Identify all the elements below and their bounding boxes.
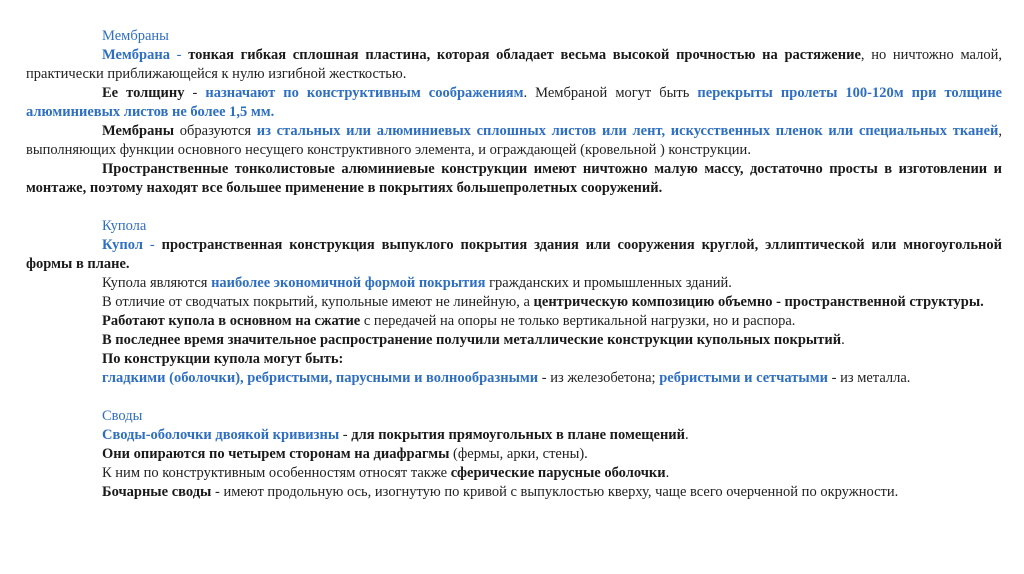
bold-text: Бочарные своды — [102, 484, 212, 500]
bold-text: центрическую композицию объемно - пространственной структуры. — [533, 294, 984, 310]
section-vaults — [26, 407, 1002, 502]
highlight-text: ребристыми и сетчатыми — [659, 370, 828, 386]
bold-text: Они опираются по четырем сторонам на диафрагмы — [102, 446, 450, 462]
bold-text: для покрытия прямоугольных в плане помещений — [351, 427, 686, 443]
dash: - — [184, 85, 206, 101]
plain-text: , но ничтожно малой, практически приближающейся к нулю изгибной жесткостью. — [26, 47, 1002, 82]
plain-text: - из железобетона; — [538, 370, 660, 386]
definition-text: пространственная конструкция выпуклого покрытия здания или сооружения круглой, эллиптической или многоугольной формы в плане. — [26, 237, 1002, 272]
bold-text: Ее толщину — [102, 85, 185, 101]
highlight-text: гладкими (оболочки), ребристыми, парусными и волнообразными — [102, 370, 539, 386]
paragraph-vault-spherical — [26, 464, 1002, 483]
bold-text: Мембраны — [102, 123, 175, 139]
plain-text: - из металла. — [828, 370, 911, 386]
section-title-domes: Купола — [102, 218, 147, 234]
plain-text: с передачей на опоры не только вертикальной нагрузки, но и распора. — [360, 313, 796, 329]
paragraph-dome-composition — [26, 293, 1002, 312]
paragraph-dome-economy — [26, 274, 1002, 293]
highlight-text: наиболее экономичной формой покрытия — [211, 275, 486, 291]
section-title-vaults: Своды — [102, 408, 143, 424]
bold-text: Работают купола в основном на сжатие — [102, 313, 361, 329]
paragraph-dome-types-intro — [26, 350, 1002, 369]
paragraph-vault-supports — [26, 445, 1002, 464]
term-dome: Купол — [102, 237, 143, 253]
bold-text: По конструкции купола могут быть: — [102, 351, 344, 367]
plain-text: , выполняющих функции основного несущего конструктивного элемента, и ограждающей (кровельной ) конструкции. — [26, 123, 1002, 158]
paragraph-vault-barrel — [26, 483, 1002, 502]
paragraph-membrane-aluminium — [26, 160, 1002, 198]
dash: - — [169, 47, 189, 63]
plain-text: образуются — [174, 123, 257, 139]
plain-text: (фермы, арки, стены). — [449, 446, 588, 462]
paragraph-vault-shells — [26, 426, 1002, 445]
dash: - — [142, 237, 162, 253]
plain-text: . Мембраной могут быть — [523, 85, 698, 101]
document-body — [26, 27, 1002, 521]
bold-text: Пространственные тонколистовые алюминиевые конструкции имеют ничтожно малую массу, достаточно просты в изготовлении и монтаже, поэтому находят все большее применение в покрытиях большепролетных сооружений. — [26, 161, 1002, 196]
paragraph-dome-definition — [26, 236, 1002, 274]
paragraph-membrane-materials — [26, 122, 1002, 160]
plain-text: - имеют продольную ось, изогнутую по кривой с выпуклостью кверху, чаще всего очерченной по окружности. — [211, 484, 899, 500]
plain-text: Купола являются — [102, 275, 212, 291]
definition-text: тонкая гибкая сплошная пластина, которая обладает весьма высокой прочностью на растяжение — [188, 47, 861, 63]
paragraph-dome-types — [26, 369, 1002, 388]
highlight-text: назначают по конструктивным соображениям — [205, 85, 524, 101]
plain-text: гражданских и промышленных зданий. — [485, 275, 732, 291]
plain-text: В отличие от сводчатых покрытий, купольные имеют не линейную, а — [102, 294, 534, 310]
bold-text: сферические парусные оболочки — [450, 465, 666, 481]
dash: - — [339, 427, 352, 443]
plain-text: . — [685, 427, 689, 443]
bold-text: В последнее время значительное распространение получили металлические конструкции купольных покрытий — [102, 332, 842, 348]
highlight-text: Своды-оболочки двоякой кривизны — [102, 427, 340, 443]
plain-text: . — [665, 465, 670, 481]
section-membranes — [26, 27, 1002, 198]
paragraph-dome-compression — [26, 312, 1002, 331]
section-title-membranes: Мембраны — [102, 28, 169, 44]
highlight-text: из стальных или алюминиевых сплошных листов или лент, искусственных пленок или специальных тканей — [256, 123, 999, 139]
plain-text: К ним по конструктивным особенностям относят также — [102, 465, 451, 481]
section-domes — [26, 217, 1002, 388]
term-membrane: Мембрана — [102, 47, 170, 63]
plain-text: . — [841, 332, 845, 348]
paragraph-membrane-thickness — [26, 84, 1002, 122]
highlight-text: перекрыты пролеты 100-120м при толщине алюминиевых листов не более 1,5 мм. — [26, 85, 1002, 120]
paragraph-membrane-definition — [26, 46, 1002, 84]
paragraph-dome-metal — [26, 331, 1002, 350]
